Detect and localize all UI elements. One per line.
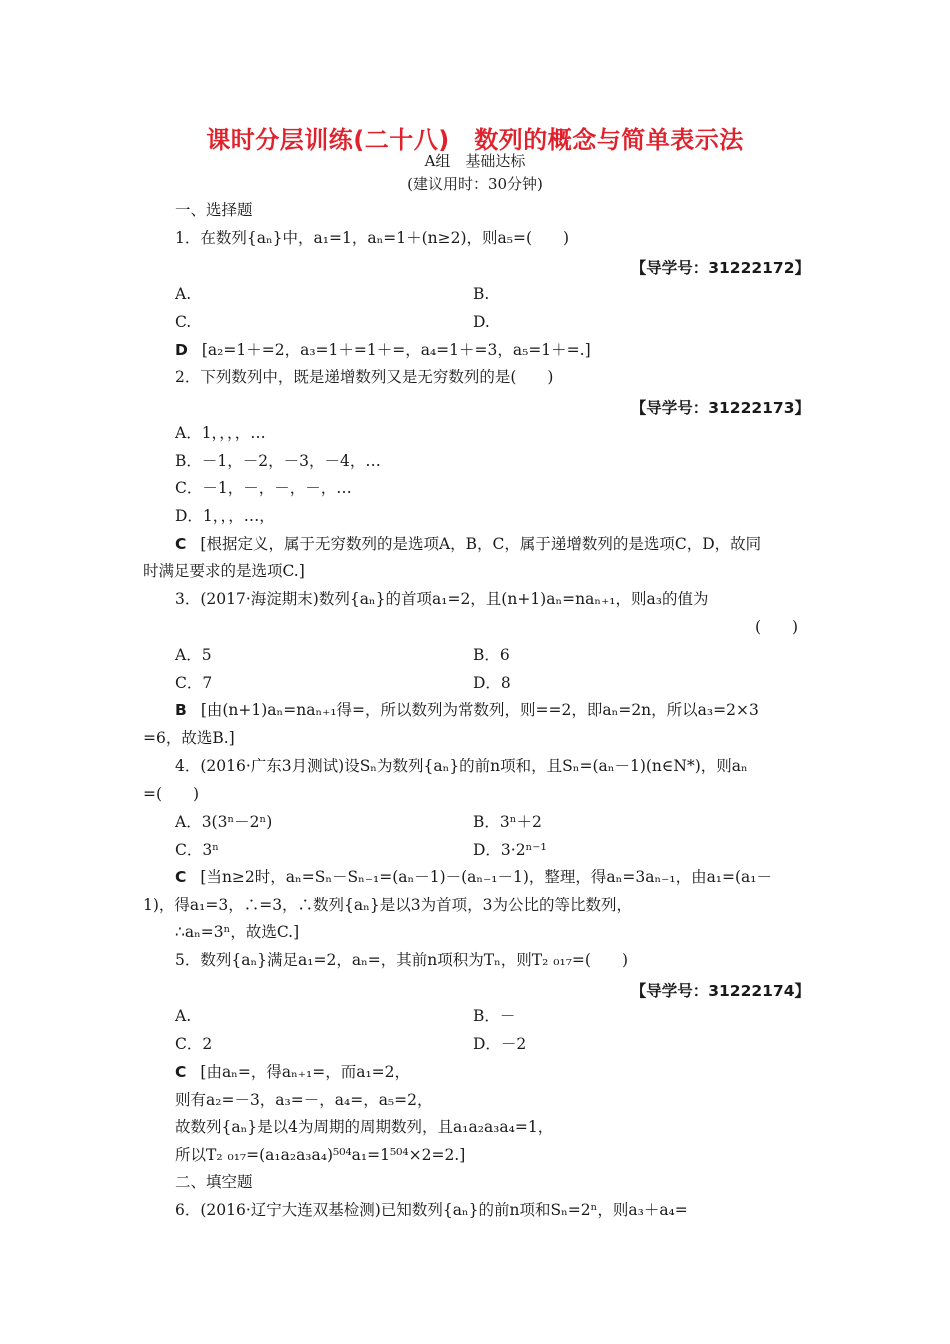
- question-4-cont: =( ): [143, 785, 200, 803]
- q4-answer: C: [175, 868, 187, 886]
- q5-solution-text: [由aₙ=，得aₙ₊₁=，而a₁=2，: [200, 1063, 411, 1081]
- q3-option-b: B．6: [473, 646, 510, 664]
- question-5: 5．数列{aₙ}满足a₁=2，aₙ=，其前n项积为Tₙ，则T₂ ₀₁₇=( ): [175, 951, 628, 969]
- q3-solution-text: [由(n+1)aₙ=naₙ₊₁得=，所以数列为常数列，则==2，即aₙ=2n，所以a₃=2×3: [200, 701, 759, 719]
- q2-option-a: A．1，，，，…: [175, 424, 266, 442]
- q3-solution: [175, 700, 759, 720]
- q1-option-c: C.: [175, 313, 192, 331]
- page-title: 课时分层训练(二十八) 数列的概念与简单表示法: [206, 126, 744, 154]
- question-3: 3．(2017·海淀期末)数列{aₙ}的首项a₁=2，且(n+1)aₙ=naₙ₊₁，则a₃的值为: [175, 590, 709, 608]
- question-3-paren: ( ): [755, 618, 799, 636]
- question-4: 4．(2016·广东3月测试)设Sₙ为数列{aₙ}的前n项和，且Sₙ=(aₙ－1)(n∈N*)，则aₙ: [175, 757, 748, 775]
- q5-solution-cont-1: 则有a₂=－3，a₃=－，a₄=，a₅=2，: [175, 1091, 433, 1109]
- q3-solution-cont: =6，故选B.]: [143, 729, 235, 747]
- q1-option-a: A.: [175, 285, 192, 303]
- q4-solution-cont-2: ∴aₙ=3ⁿ，故选C.]: [175, 923, 300, 941]
- question-1: 1．在数列{aₙ}中，a₁=1，aₙ=1＋(n≥2)，则a₅=( ): [175, 229, 570, 247]
- section-heading-fill: 二、填空题: [175, 1173, 253, 1191]
- q5-option-d: D．－2: [473, 1035, 527, 1053]
- q5-option-c: C．2: [175, 1035, 213, 1053]
- q5-solution: [175, 1062, 410, 1082]
- q5-solution-cont-2: 故数列{aₙ}是以4为周期的周期数列，且a₁a₂a₃a₄=1，: [175, 1118, 554, 1136]
- q1-option-d: D.: [473, 313, 490, 331]
- q4-solution: [175, 867, 772, 887]
- q4-option-c: C．3ⁿ: [175, 841, 219, 859]
- section-heading-choice: 一、选择题: [175, 201, 253, 219]
- question-2: 2．下列数列中，既是递增数列又是无穷数列的是( ): [175, 368, 554, 386]
- q3-option-c: C．7: [175, 674, 213, 692]
- q1-option-b: B.: [473, 285, 490, 303]
- q4-solution-text: [当n≥2时，aₙ=Sₙ－Sₙ₋₁=(aₙ－1)－(aₙ₋₁－1)，整理，得aₙ=3aₙ₋₁，由a₁=(a₁－: [200, 868, 773, 886]
- q1-answer: D: [175, 341, 188, 359]
- q4-option-b: B．3ⁿ＋2: [473, 813, 542, 831]
- q2-option-d: D．1，，，…，: [175, 507, 275, 525]
- group-heading: A组 基础达标: [424, 152, 526, 170]
- q3-answer: B: [175, 701, 187, 719]
- q5-option-b: B．－: [473, 1007, 516, 1025]
- q4-option-a: A．3(3ⁿ－2ⁿ): [175, 813, 273, 831]
- q5-answer: C: [175, 1063, 187, 1081]
- suggested-time: (建议用时：30分钟): [407, 175, 543, 193]
- q5-solution-cont-3: 所以T₂ ₀₁₇=(a₁a₂a₃a₄)⁵⁰⁴a₁=1⁵⁰⁴×2=2.]: [175, 1146, 466, 1164]
- q1-solution-text: [a₂=1＋=2，a₃=1＋=1＋=，a₄=1＋=3，a₅=1＋=.]: [201, 341, 591, 359]
- q2-solution: [175, 534, 761, 554]
- q5-option-a: A.: [175, 1007, 192, 1025]
- q2-solution-cont: 时满足要求的是选项C.]: [143, 562, 305, 580]
- q2-solution-text: [根据定义，属于无穷数列的是选项A，B，C，属于递增数列的是选项C，D，故同: [200, 535, 762, 553]
- q2-answer: C: [175, 535, 187, 553]
- q3-option-a: A．5: [175, 646, 212, 664]
- q4-solution-cont-1: 1)，得a₁=3，∴=3，∴数列{aₙ}是以3为首项，3为公比的等比数列，: [143, 896, 632, 914]
- q4-option-d: D．3·2ⁿ⁻¹: [473, 841, 547, 859]
- q2-option-c: C．－1，－，－，－，…: [175, 479, 352, 497]
- q2-option-b: B．－1，－2，－3，－4，…: [175, 452, 381, 470]
- question-6: 6．(2016·辽宁大连双基检测)已知数列{aₙ}的前n项和Sₙ=2ⁿ，则a₃＋a₄=: [175, 1201, 688, 1219]
- q1-solution: [175, 340, 591, 360]
- q3-option-d: D．8: [473, 674, 511, 692]
- question-5-ref: 【导学号：31222174】: [630, 982, 810, 1000]
- question-1-ref: 【导学号：31222172】: [630, 259, 810, 277]
- question-2-ref: 【导学号：31222173】: [630, 399, 810, 417]
